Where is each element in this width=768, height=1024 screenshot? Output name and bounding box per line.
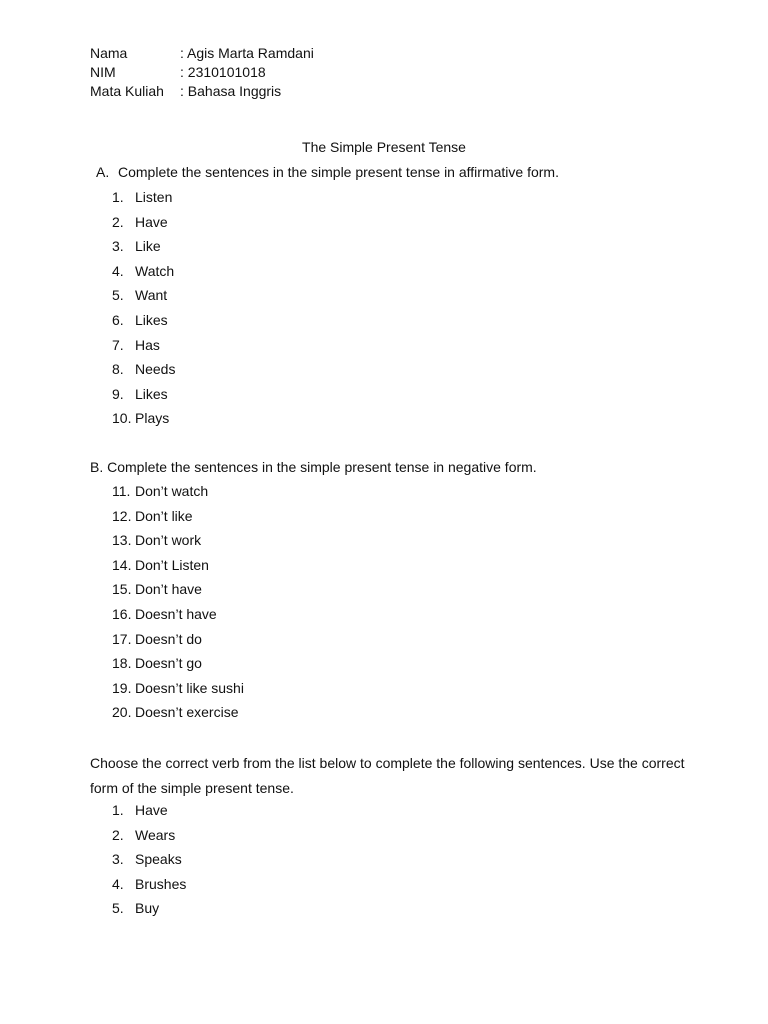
item-answer: Likes	[135, 385, 168, 402]
item-answer: Brushes	[135, 875, 187, 892]
item-number: 2.	[112, 213, 124, 230]
item-number: 4.	[112, 875, 124, 892]
item-answer: Don’t work	[135, 532, 202, 549]
item-answer: Plays	[135, 410, 170, 427]
item-answer: Don’t have	[135, 581, 202, 598]
item-number: 8.	[112, 361, 124, 378]
list-item	[112, 286, 175, 311]
item-number: 13.	[112, 532, 132, 549]
item-number: 5.	[112, 900, 124, 917]
list-item	[112, 679, 244, 704]
list-item	[112, 237, 175, 262]
item-answer: Listen	[135, 189, 173, 205]
item-number: 16.	[112, 605, 132, 622]
item-answer: Likes	[135, 311, 168, 328]
item-number: 1.	[112, 189, 124, 205]
item-number: 2.	[112, 826, 124, 843]
list-item	[112, 801, 186, 826]
item-number: 20.	[112, 704, 132, 721]
section-a-marker: A.	[96, 164, 110, 180]
list-item	[112, 654, 244, 679]
course-row	[90, 82, 314, 101]
document-title: The Simple Present Tense	[302, 139, 466, 155]
item-number: 6.	[112, 311, 124, 328]
item-number: 1.	[112, 802, 124, 818]
list-item	[112, 336, 175, 361]
list-item	[112, 360, 175, 385]
item-number: 4.	[112, 262, 124, 279]
list-item	[112, 580, 244, 605]
item-number: 3.	[112, 851, 124, 868]
student-name-label: Nama	[90, 45, 128, 61]
item-answer: Like	[135, 238, 161, 255]
list-item	[112, 482, 244, 507]
item-number: 3.	[112, 238, 124, 255]
item-answer: Speaks	[135, 851, 182, 868]
list-item	[112, 556, 244, 581]
item-number: 19.	[112, 679, 132, 696]
item-answer: Doesn’t do	[135, 630, 202, 647]
student-id-row	[90, 63, 314, 82]
list-item	[112, 409, 175, 434]
list-item	[112, 703, 244, 728]
item-answer: Don’t Listen	[135, 556, 209, 573]
item-answer: Doesn’t exercise	[135, 704, 239, 721]
list-item	[112, 630, 244, 655]
item-answer: Have	[135, 213, 168, 230]
section-a-answer-list	[112, 188, 175, 434]
item-answer: Want	[135, 287, 168, 304]
list-item	[112, 531, 244, 556]
item-number: 14.	[112, 556, 132, 573]
student-name-row	[90, 44, 314, 63]
list-item	[112, 385, 175, 410]
course-label: Mata Kuliah	[90, 83, 164, 99]
list-item	[112, 605, 244, 630]
list-item	[112, 826, 186, 851]
item-answer: Wears	[135, 826, 176, 843]
item-number: 7.	[112, 336, 124, 353]
item-number: 11.	[112, 483, 131, 499]
list-item	[112, 188, 175, 213]
section-a-instruction: Complete the sentences in the simple present tense in affirmative form.	[118, 164, 559, 180]
item-answer: Doesn’t go	[135, 655, 202, 672]
list-item	[112, 311, 175, 336]
student-id-value: : 2310101018	[180, 64, 266, 80]
list-item	[112, 875, 186, 900]
list-item	[112, 262, 175, 287]
section-a-heading	[96, 163, 559, 182]
item-answer: Don’t watch	[135, 483, 209, 499]
student-name-value: : Agis Marta Ramdani	[180, 45, 314, 61]
item-answer: Doesn’t have	[135, 605, 217, 622]
item-number: 9.	[112, 385, 124, 402]
section-c-instruction: Choose the correct verb from the list below to complete the following sentences. Use the correct form of the simple present tense.	[90, 755, 685, 796]
item-answer: Watch	[135, 262, 175, 279]
item-answer: Don’t like	[135, 507, 193, 524]
section-b-answer-list	[112, 482, 244, 728]
section-c-answer-list	[112, 801, 186, 924]
student-info	[90, 44, 314, 101]
item-number: 15.	[112, 581, 132, 598]
student-id-label: NIM	[90, 64, 116, 80]
item-number: 17.	[112, 630, 132, 647]
item-answer: Has	[135, 336, 160, 353]
item-number: 5.	[112, 287, 124, 304]
item-answer: Needs	[135, 361, 176, 378]
item-answer: Buy	[135, 900, 160, 917]
list-item	[112, 213, 175, 238]
list-item	[112, 899, 186, 924]
list-item	[112, 850, 186, 875]
item-answer: Doesn’t like sushi	[135, 679, 244, 696]
item-answer: Have	[135, 802, 168, 818]
item-number: 18.	[112, 655, 132, 672]
item-number: 12.	[112, 507, 132, 524]
course-value: : Bahasa Inggris	[180, 83, 282, 99]
section-b-heading: B. Complete the sentences in the simple present tense in negative form.	[90, 459, 537, 475]
item-number: 10.	[112, 410, 132, 427]
list-item	[112, 507, 244, 532]
